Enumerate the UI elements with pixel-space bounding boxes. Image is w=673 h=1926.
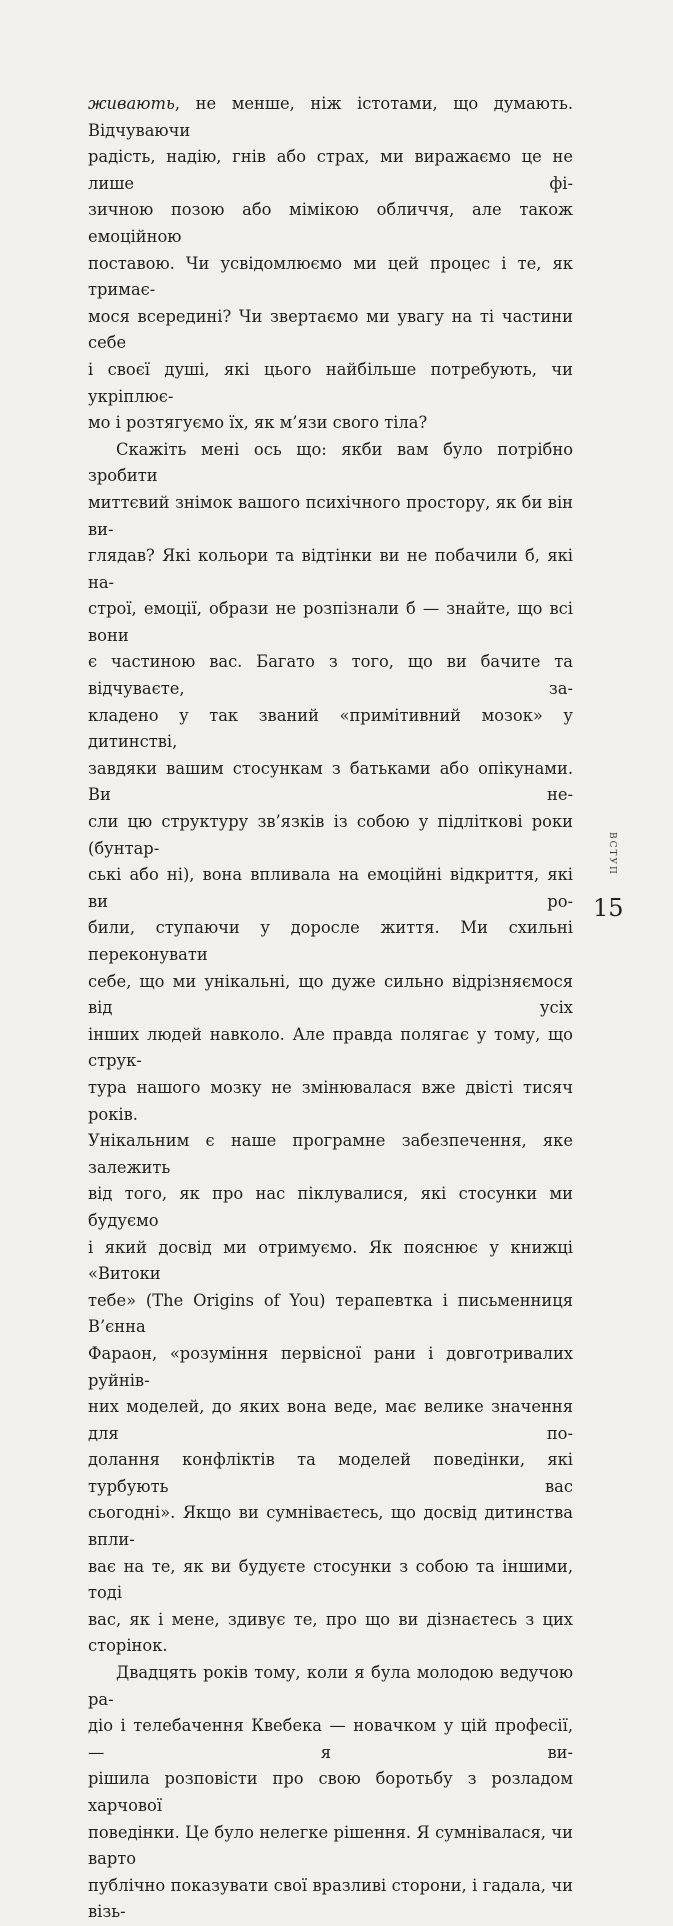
paragraph-2-line-14: Унікальним є наше програмне забезпечення, яке залежить <box>88 1131 573 1177</box>
paragraph-2-line-21: сьогодні». Якщо ви сумніваєтесь, що досвід дитинства впли- <box>88 1503 573 1550</box>
paragraph-3-line-3: рішила розповісти про свою боротьбу з розладом харчової <box>88 1769 573 1815</box>
paragraph-1-line-7: мо і розтягуємо їх, як м’язи свого тіла? <box>88 413 428 433</box>
paragraph-2-line-3: глядав? Які кольори та відтінки ви не побачили б, які на- <box>88 546 573 592</box>
paragraph-1-line-5: мося всередині? Чи звертаємо ми увагу на ті частини себе <box>88 306 573 353</box>
paragraph-2-line-17: тебе» (The Origins of You) терапевтка і письменниця В’єнна <box>88 1290 573 1337</box>
paragraph-2-line-2: миттєвий знімок вашого психічного простору, як би він ви- <box>88 492 573 539</box>
paragraph-2-line-1: Скажіть мені ось що: якби вам було потрібно зробити <box>88 439 573 486</box>
paragraph-2-line-15: від того, як про нас піклувалися, які стосунки ми будуємо <box>88 1184 573 1230</box>
paragraph-1-line-6: і своєї душі, які цього найбільше потребують, чи укріплює- <box>88 359 573 406</box>
paragraph-2-line-11: себе, що ми унікальні, що дуже сильно відрізняємося від усіх <box>88 971 573 1018</box>
paragraph-1-line-3: зичною позою або мімікою обличчя, але також емоційною <box>88 200 573 246</box>
running-head: ВСТУП <box>607 832 617 876</box>
paragraph-3-line-4: поведінки. Це було нелегке рішення. Я сумнівалася, чи варто <box>88 1822 573 1869</box>
paragraph-2-line-6: кладено у так званий «примітивний мозок» у дитинстві, <box>88 705 573 752</box>
paragraph-1-line-4: поставою. Чи усвідомлюємо ми цей процес і те, як тримає- <box>88 253 573 300</box>
paragraph-2-line-9: ські або ні), вона впливала на емоційні відкриття, які ви ро- <box>88 865 573 911</box>
paragraph-2-line-10: били, ступаючи у доросле життя. Ми схильні переконувати <box>88 918 573 964</box>
paragraph-2-line-20: долання конфліктів та моделей поведінки, які турбують вас <box>88 1450 573 1496</box>
paragraph-2-line-22: ває на те, як ви будуєте стосунки з собою та іншими, тоді <box>88 1556 573 1603</box>
page-number: 15 <box>593 894 624 922</box>
paragraph-2-line-4: строї, емоції, образи не розпізнали б — знайте, що всі вони <box>88 599 573 645</box>
paragraph-2-line-13: тура нашого мозку не змінювалася вже двісті тисяч років. <box>88 1077 573 1124</box>
paragraph-2-line-8: сли цю структуру зв’язків із собою у підліткові роки (бунтар- <box>88 812 573 858</box>
body-text <box>88 91 573 1926</box>
paragraph-2-line-19: них моделей, до яких вона веде, має велике значення для по- <box>88 1397 573 1443</box>
paragraph-1-line-1: живають, не менше, ніж істотами, що думають. Відчуваючи <box>88 94 573 140</box>
paragraph-2-line-12: інших людей навколо. Але правда полягає у тому, що струк- <box>88 1024 573 1071</box>
paragraph-2-line-7: завдяки вашим стосункам з батьками або опікунами. Ви не- <box>88 758 573 805</box>
paragraph-2-line-16: і який досвід ми отримуємо. Як пояснює у книжці «Витоки <box>88 1237 573 1284</box>
paragraph-3-line-1: Двадцять років тому, коли я була молодою ведучою ра- <box>88 1663 573 1709</box>
paragraph-3-line-2: діо і телебачення Квебека — новачком у цій професії, — я ви- <box>88 1716 573 1762</box>
paragraph-1-line-2: радість, надію, гнів або страх, ми виражаємо це не лише фі- <box>88 147 573 193</box>
paragraph-2-line-5: є частиною вас. Багато з того, що ви бачите та відчуваєте, за- <box>88 652 573 699</box>
paragraph-3-line-5: публічно показувати свої вразливі сторони, і гадала, чи візь- <box>88 1875 573 1922</box>
italic-word: живають <box>88 94 175 113</box>
paragraph-2-line-23: вас, як і мене, здивує те, про що ви дізнаєтесь з цих сторінок. <box>88 1609 573 1656</box>
paragraph-2-line-18: Фараон, «розуміння первісної рани і довготривалих руйнів- <box>88 1343 573 1390</box>
